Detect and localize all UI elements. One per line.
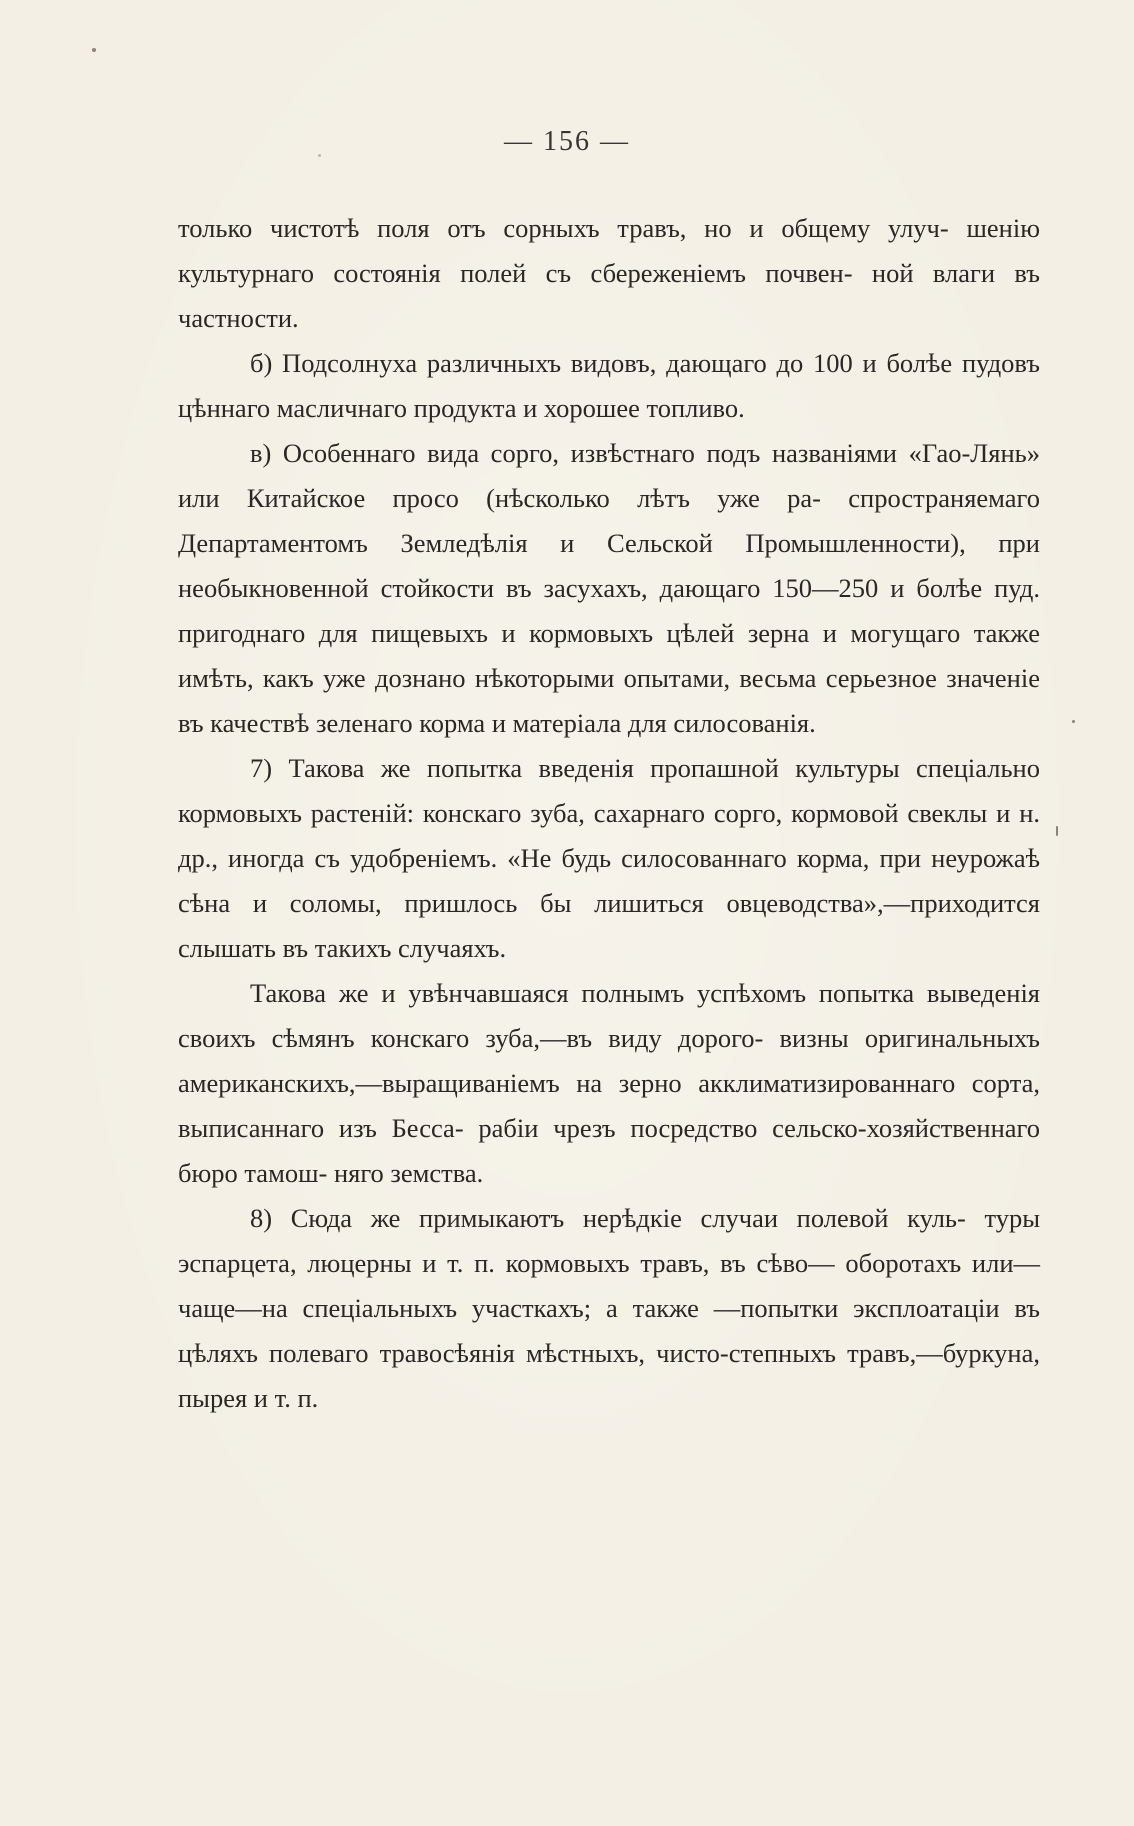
- paper-speck: [318, 154, 321, 157]
- paragraph-5: Такова же и увѣнчавшаяся полнымъ успѣхомъ попытка выведенія своихъ сѣмянъ конскаго зуба,—въ виду дорого- визны оригинальныхъ американскихъ,—выращиваніемъ на зерно акклиматизированнаго сорта, выписаннаго изъ Бесса- рабіи чрезъ посредство сельско-хозяйственнаго бюро тамош- няго земства.: [178, 978, 1040, 1188]
- paragraph-3: в) Особеннаго вида сорго, извѣстнаго подъ названіями «Гао-Лянь» или Китайское просо (нѣсколько лѣтъ уже ра- спространяемаго Департаментомъ Земледѣлія и Сельской Промышленности), при необыкновенной стойкости въ засухахъ, дающаго 150—250 и болѣе пуд. пригоднаго для пищевыхъ и кормовыхъ цѣлей зерна и могущаго также имѣть, какъ уже дознано нѣкоторыми опытами, весьма серьезное значеніе въ качествѣ зеленаго корма и матеріала для силосованія.: [178, 438, 1040, 738]
- paper-speck: [1056, 826, 1058, 836]
- paragraph-4: 7) Такова же попытка введенія пропашной культуры спеціально кормовыхъ растеній: конскаго зуба, сахарнаго сорго, кормовой свеклы и н. др., иногда съ удобреніемъ. «Не будь силосованнаго корма, при неурожаѣ сѣна и соломы, пришлось бы лишиться овцеводства»,—приходится слышать въ такихъ случаяхъ.: [178, 753, 1040, 963]
- paper-speck: [92, 48, 96, 52]
- paragraph-1: только чистотѣ поля отъ сорныхъ травъ, но и общему улуч- шенію культурнаго состоянія полей съ сбереженіемъ почвен- ной влаги въ частности.: [178, 213, 1040, 333]
- body-text: [178, 206, 1040, 1421]
- page-number: — 156 —: [504, 126, 630, 157]
- paper-speck: [1072, 720, 1075, 723]
- paragraph-6: 8) Сюда же примыкаютъ нерѣдкіе случаи полевой куль- туры эспарцета, люцерны и т. п. кормовыхъ травъ, въ сѣво— оборотахъ или—чаще—на спеціальныхъ участкахъ; а также —попытки эксплоатаціи въ цѣляхъ полеваго травосѣянія мѣстныхъ, чисто-степныхъ травъ,—буркуна, пырея и т. п.: [178, 1203, 1040, 1413]
- paragraph-2: б) Подсолнуха различныхъ видовъ, дающаго до 100 и болѣе пудовъ цѣннаго масличнаго продукта и хорошее топливо.: [178, 348, 1040, 423]
